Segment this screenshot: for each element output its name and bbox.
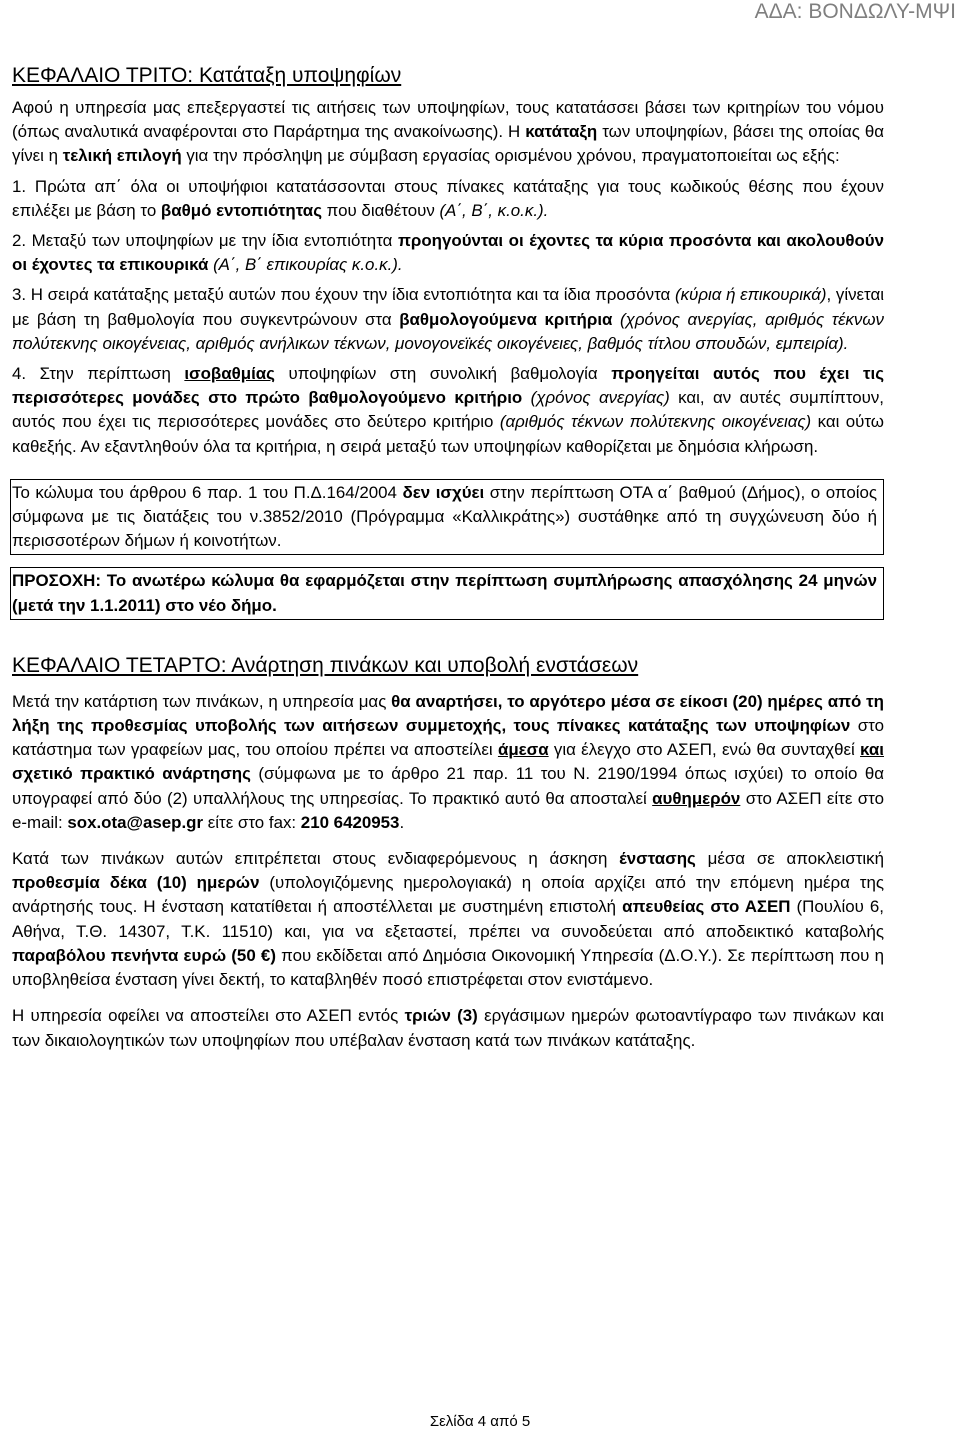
- bold-run: ΠΡΟΣΟΧΗ: Το ανωτέρω κώλυμα θα εφαρμόζεται στην περίπτωση συμπλήρωσης απασχόλησης 24 μηνών (μετά την 1.1.2011) στο νέο δήμο.: [12, 571, 877, 615]
- text-run: , γίνεται με βάση τη βαθμολογία που συγκεντρώνουν στα: [12, 285, 884, 329]
- text-run: και, αν αυτές συμπίπτουν, αυτός που έχει τις περισσότερες μονάδες στο δεύτερο κριτήριο: [12, 388, 884, 432]
- italic-run: (Α΄, Β΄, κ.ο.κ.).: [439, 200, 549, 220]
- bold-run: σχετικό πρακτικό ανάρτησης: [12, 764, 251, 784]
- italic-run: (Α΄, Β΄ επικουρίας κ.ο.κ.).: [213, 255, 403, 275]
- text-run: εργάσιμων ημερών φωτοαντίγραφο των πινάκων και των δικαιολογητικών των υποψηφίων που υπέβαλαν ένσταση κατά των πινάκων κατάταξης.: [12, 1006, 884, 1050]
- bold-underline-run: άμεσα: [497, 740, 549, 760]
- text-run: (σύμφωνα με το άρθρο 21 παρ. 11 του Ν. 2190/1994 όπως ισχύει) το οποίο θα υπογραφεί από δύο (2) υπαλλήλους της υπηρεσίας. Το πρακτικό αυτό θα αποσταλεί: [12, 764, 884, 808]
- text-run: Κατά των πινάκων αυτών επιτρέπεται στους ενδιαφερόμενους η άσκηση: [12, 849, 620, 869]
- ranking-rule-4: [12, 362, 884, 459]
- bold-run: προηγείται αυτός που έχει τις περισσότερες μονάδες στο πρώτο βαθμολογούμενο κριτήριο: [12, 364, 884, 408]
- bold-run: βαθμολογούμενα κριτήρια: [399, 309, 613, 329]
- bold-run: τριών (3): [404, 1006, 478, 1026]
- text-run: στο κατάστημα των γραφείων μας, του οποίου πρέπει να αποστείλει: [12, 716, 884, 760]
- chapter-3-title: ΚΕΦΑΛΑΙΟ ΤΡΙΤΟ: Κατάταξη υποψηφίων: [12, 64, 402, 87]
- italic-run: (χρόνος ανεργίας): [530, 388, 670, 408]
- text-run: στο ΑΣΕΠ είτε στο e-mail:: [12, 788, 884, 832]
- text-run: υποψηφίων στη συνολική βαθμολογία: [274, 364, 612, 384]
- text-run: (υπολογιζόμενης ημερολογιακά) η οποία αρχίζει από την επόμενη ημέρα της ανάρτησής τους. Η ένσταση κατατίθεται ή αποστέλλεται με συστημένη επιστολή: [12, 873, 884, 917]
- page-number: Σελίδα 4 από 5: [429, 1413, 531, 1430]
- text-run: που εκδίδεται από Δημόσια Οικονομική Υπηρεσία (Δ.Ο.Υ.). Σε περίπτωση που η υποβληθείσα ένσταση γίνει δεκτή, το καταβληθέν ποσό επιστρέφεται στον ενιστάμενο.: [12, 945, 884, 990]
- text-run: [522, 388, 530, 407]
- bold-run: προθεσμία δέκα (10) ημερών: [12, 873, 260, 893]
- text-run: που διαθέτουν: [321, 200, 440, 220]
- text-run: Το κώλυμα του άρθρου 6 παρ. 1 του Π.Δ.164/2004: [12, 482, 403, 502]
- bold-run: παραβόλου πενήντα ευρώ (50 €): [12, 945, 276, 965]
- page-content: [12, 62, 884, 1053]
- text-run: 1. Πρώτα απ΄ όλα οι υποψήφιοι κατατάσσονται στους πίνακες κατάταξης για τους κωδικούς θέσης που έχουν επιλέξει με βάση το: [12, 176, 884, 220]
- bold-underline-run: και: [860, 740, 884, 760]
- text-run: 3. Η σειρά κατάταξης μεταξύ αυτών που έχουν την ίδια εντοπιότητα και τα ίδια προσόντα: [12, 285, 675, 305]
- text-run: 2. Μεταξύ των υποψηφίων με την ίδια εντοπιότητα: [12, 231, 398, 251]
- bold-run: τελική επιλογή: [62, 146, 182, 166]
- chapter-3-intro: [12, 96, 884, 169]
- text-run: στην περίπτωση ΟΤΑ α΄ βαθμού (Δήμος), ο οποίος σύμφωνα με τις διατάξεις του ν.3852/2010 (Πρόγραμμα «Καλλικράτης») συστάθηκε από τη συγχώνευση δύο ή περισσοτέρων δήμων ή κοινοτήτων.: [12, 482, 878, 551]
- text-run: και ούτω καθεξής. Αν εξαντληθούν όλα τα κριτήρια, η σειρά μεταξύ των υποψηφίων καθορίζεται με δημόσια κλήρωση.: [12, 412, 884, 456]
- text-run: Μετά την κατάρτιση των πινάκων, η υπηρεσία μας: [12, 691, 392, 711]
- text-run: .: [399, 812, 405, 832]
- bold-run: προηγούνται οι έχοντες τα κύρια προσόντα και ακολουθούν οι έχοντες τα επικουρικά: [12, 231, 884, 275]
- italic-run: (χρόνος ανεργίας, αριθμός τέκνων πολύτεκνης οικογένειας, αριθμός ανήλικων τέκνων, μονογονεϊκές οικογένειες, βαθμός τίτλου σπουδών, εμπειρία).: [12, 309, 884, 353]
- text-run: είτε στο fax:: [203, 812, 301, 832]
- text-run: [612, 310, 620, 329]
- boxed-note-obstacle: [10, 479, 884, 556]
- fax-number: 210 6420953: [300, 812, 400, 832]
- bold-underline-run: αυθημερόν: [652, 788, 741, 808]
- chapter-4-paragraph-1: [12, 690, 884, 835]
- italic-run: (αριθμός τέκνων πολύτεκνης οικογένειας): [499, 412, 812, 432]
- bold-run: θα αναρτήσει, το αργότερο μέσα σε είκοσι (20) ημέρες από τη λήξη της προθεσμίας υποβολής των αιτήσεων συμμετοχής, τους πίνακες κατάταξης των υποψηφίων: [12, 691, 884, 736]
- bold-run: βαθμό εντοπιότητας: [160, 200, 322, 220]
- text-run: μέσα σε αποκλειστική: [695, 849, 884, 869]
- text-run: για την πρόσληψη με σύμβαση εργασίας ορισμένου χρόνου, πραγματοποιείται ως εξής:: [181, 146, 840, 166]
- chapter-4-paragraph-3: [12, 1004, 884, 1052]
- italic-run: (κύρια ή επικουρικά): [674, 285, 827, 305]
- bold-run: δεν ισχύει: [402, 482, 485, 502]
- bold-run: απευθείας στο ΑΣΕΠ: [622, 897, 791, 917]
- bold-underline-run: ισοβαθμίας: [184, 364, 275, 384]
- ranking-rule-1: [12, 175, 884, 223]
- text-run: 4. Στην περίπτωση: [12, 364, 185, 384]
- chapter-4-paragraph-2: [12, 847, 884, 992]
- text-run: (Πουλίου 6, Αθήνα, Τ.Θ. 14307, Τ.Κ. 11510) και, για να εξεταστεί, πρέπει να συνοδεύεται από αποδεικτικό καταβολής: [12, 897, 884, 941]
- text-run: για έλεγχο στο ΑΣΕΠ, ενώ θα συνταχθεί: [548, 740, 861, 760]
- chapter-4-title: ΚΕΦΑΛΑΙΟ ΤΕΤΑΡΤΟ: Ανάρτηση πινάκων και υποβολή ενστάσεων: [12, 653, 639, 677]
- bold-run: ένστασης: [619, 849, 696, 869]
- boxed-note-attention: [10, 567, 884, 619]
- text-run: των υποψηφίων, βάσει της οποίας θα γίνει η: [12, 122, 885, 166]
- email-address[interactable]: sox.ota@asep.gr: [67, 812, 204, 832]
- text-run: Η υπηρεσία οφείλει να αποστείλει στο ΑΣΕΠ εντός: [12, 1006, 405, 1026]
- bold-run: κατάταξη: [525, 122, 598, 142]
- ranking-rule-3: [12, 283, 884, 356]
- text-run: Αφού η υπηρεσία μας επεξεργαστεί τις αιτήσεις των υποψηφίων, τους κατατάσσει βάσει των κριτηρίων του νόμου (όπως αναλυτικά αναφέρονται στο Παράρτημα της ανακοίνωσης). Η: [12, 98, 884, 142]
- ranking-rule-2: [12, 229, 884, 277]
- ada-code: ΑΔΑ: ΒΟΝΔΩΛΥ-ΜΨΙ: [754, 0, 956, 23]
